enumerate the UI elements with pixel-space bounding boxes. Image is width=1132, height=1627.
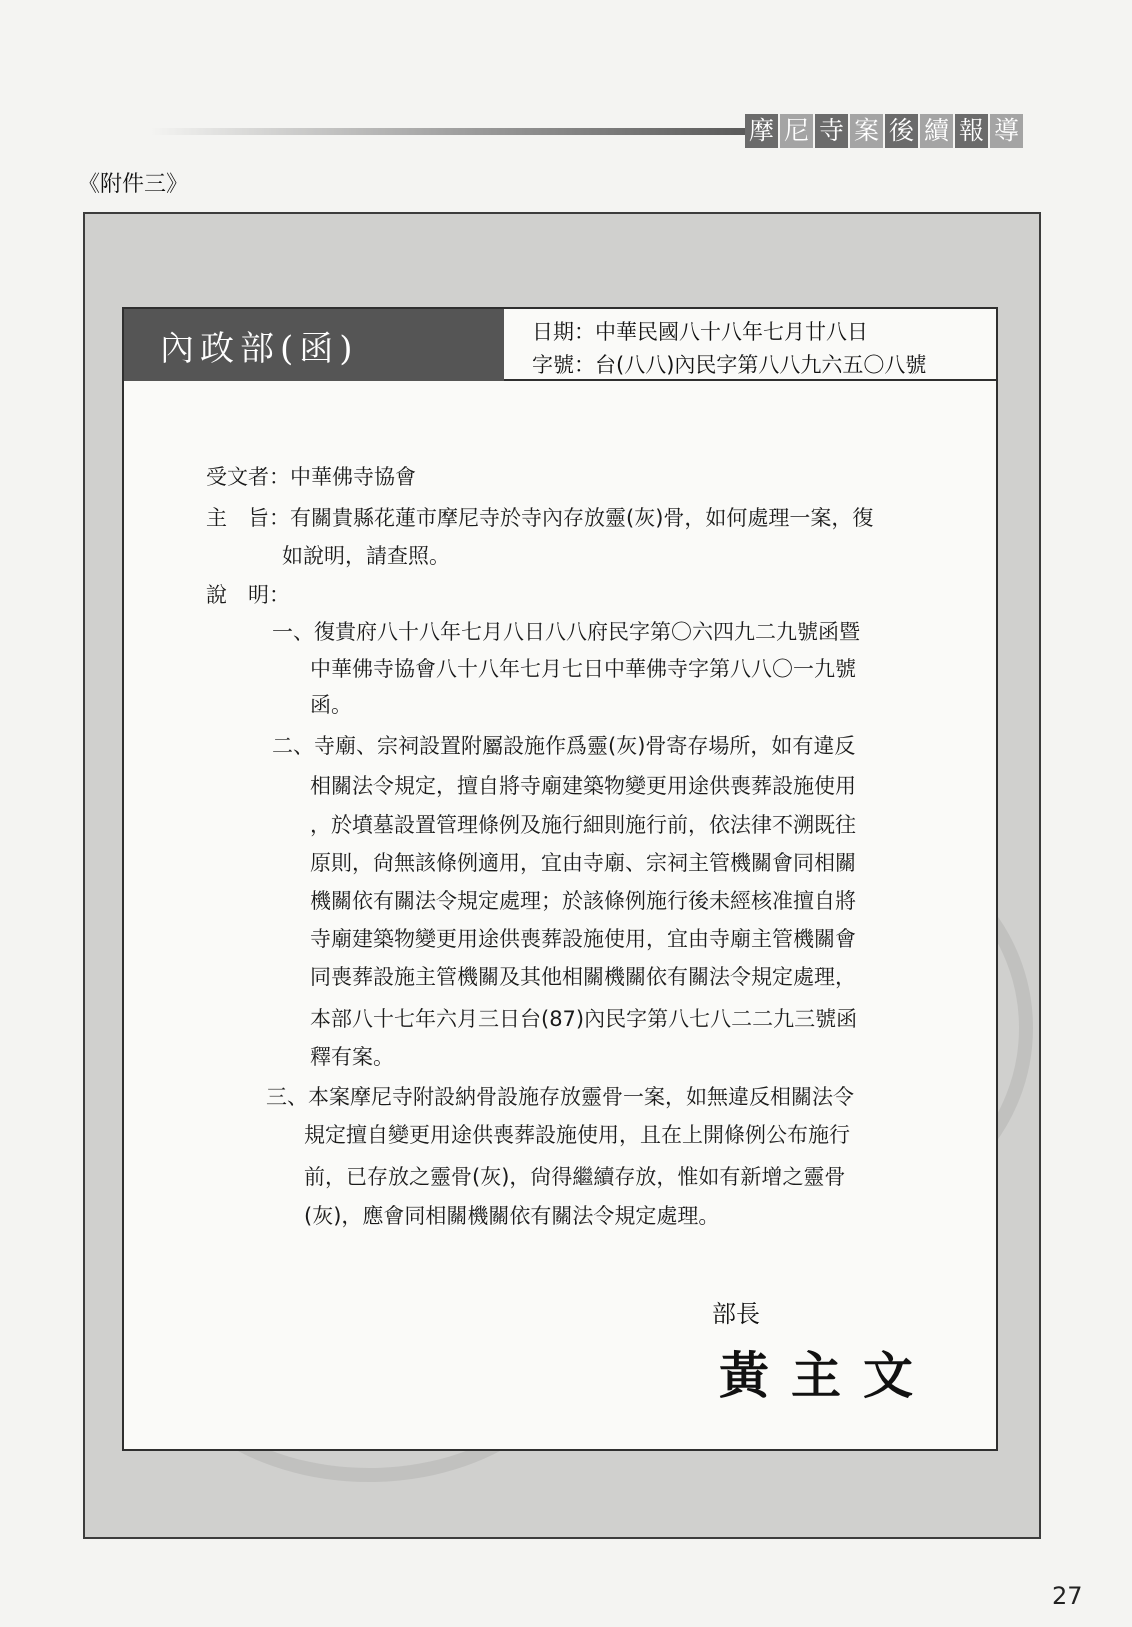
header-char: 寺 — [815, 114, 848, 148]
attachment-label: 《附件三》 — [78, 172, 189, 197]
item-2-line: 同喪葬設施主管機關及其他相關機關依有關法令規定處理， — [310, 965, 856, 989]
item-2-line: 釋有案。 — [310, 1045, 394, 1069]
subject-line: 如說明，請查照。 — [282, 544, 450, 568]
header-char: 案 — [850, 114, 883, 148]
header-char: 報 — [955, 114, 988, 148]
header-char: 續 — [920, 114, 953, 148]
page-number: 27 — [1052, 1582, 1083, 1610]
item-1-line: 函。 — [310, 693, 352, 717]
header-char: 導 — [990, 114, 1023, 148]
letter-meta — [504, 309, 996, 381]
letter-date: 日期：中華民國八十八年七月廿八日 — [532, 320, 868, 344]
item-2-line: 原則，尙無該條例適用，宜由寺廟、宗祠主管機關會同相關 — [310, 851, 856, 875]
item-3-line: 規定擅自變更用途供喪葬設施使用，且在上開條例公布施行 — [304, 1123, 850, 1147]
official-letter — [122, 307, 998, 1451]
item-2-line: 本部八十七年六月三日台(87)內民字第八七八二二九三號函 — [310, 1007, 858, 1031]
item-3-line: (灰)，應會同相關機關依有關法令規定處理。 — [304, 1204, 720, 1228]
recipient: 受文者：中華佛寺協會 — [206, 465, 416, 489]
item-3-line: 前，已存放之靈骨(灰)，尙得繼續存放，惟如有新增之靈骨 — [304, 1165, 846, 1189]
header-char: 尼 — [780, 114, 813, 148]
signatory-title: 部長 — [712, 1300, 760, 1328]
item-1-line: 一、復貴府八十八年七月八日八八府民字第〇六四九二九號函暨 — [272, 620, 860, 644]
header-char: 摩 — [745, 114, 778, 148]
item-2-line: 二、寺廟、宗祠設置附屬設施作爲靈(灰)骨寄存場所，如有違反 — [272, 734, 856, 758]
item-3-line: 三、本案摩尼寺附設納骨設施存放靈骨一案，如無違反相關法令 — [266, 1085, 854, 1109]
subject-line: 主 旨：有關貴縣花蓮市摩尼寺於寺內存放靈(灰)骨，如何處理一案，復 — [206, 506, 874, 530]
signatory-signature: 黃主文 — [719, 1346, 935, 1405]
item-2-line: 相關法令規定，擅自將寺廟建築物變更用途供喪葬設施使用 — [310, 774, 856, 798]
header-rule — [150, 128, 745, 135]
document-frame — [83, 212, 1041, 1539]
letter-header — [124, 309, 996, 381]
section-header-title — [745, 114, 1025, 148]
item-1-line: 中華佛寺協會八十八年七月七日中華佛寺字第八八〇一九號 — [310, 657, 856, 681]
agency-name: 內政部(函) — [124, 309, 504, 381]
explanation-label: 說 明： — [206, 583, 290, 607]
item-2-line: 寺廟建築物變更用途供喪葬設施使用，宜由寺廟主管機關會 — [310, 927, 856, 951]
header-char: 後 — [885, 114, 918, 148]
item-2-line: ，於墳墓設置管理條例及施行細則施行前，依法律不溯既往 — [310, 813, 856, 837]
letter-ref-number: 字號：台(八八)內民字第八八九六五〇八號 — [532, 353, 927, 377]
item-2-line: 機關依有關法令規定處理；於該條例施行後未經核准擅自將 — [310, 889, 856, 913]
